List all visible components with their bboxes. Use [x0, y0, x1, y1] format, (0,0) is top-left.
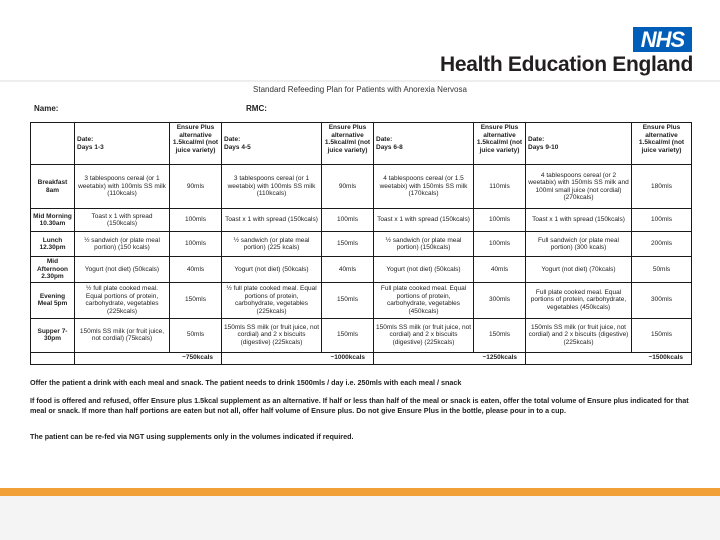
- total-cell: ~750kcals: [75, 352, 222, 364]
- meal-cell: 3 tablespoons cereal (or 1 weetabix) with 100mls SS milk (110kcals): [75, 165, 170, 209]
- ngt-guidance-note: The patient can be re-fed via NGT using supplements only in the volumes indicated if required.: [30, 432, 354, 441]
- meal-cell: 150mls SS milk (or fruit juice, not cordial) and 2 x biscuits (digestive) (225kcals): [526, 318, 632, 352]
- alt-cell: 100mls: [170, 209, 222, 232]
- meal-cell: Full sandwich (or plate meal portion) (300 kcals): [526, 232, 632, 257]
- header-divider: [0, 80, 720, 82]
- day-header-4: [526, 123, 632, 165]
- alt-cell: 40mls: [170, 257, 222, 283]
- table-row: [31, 257, 692, 283]
- row-label: Mid Morning 10.30am: [31, 209, 75, 232]
- org-name: Health Education England: [440, 53, 693, 76]
- meal-cell: ½ full plate cooked meal. Equal portions of protein, carbohydrate, vegetables (225kcals): [75, 282, 170, 318]
- alt-cell: 100mls: [632, 209, 692, 232]
- total-cell: ~1000kcals: [222, 352, 374, 364]
- alt-cell: 100mls: [474, 232, 526, 257]
- alt-cell: 50mls: [170, 318, 222, 352]
- day-header-days: Days 6-8: [376, 143, 403, 151]
- table-row: [31, 165, 692, 209]
- table-header-row: [31, 123, 692, 165]
- meal-cell: Toast x 1 with spread (150kcals): [75, 209, 170, 232]
- rmc-label: RMC:: [246, 104, 267, 113]
- row-label: Mid Afternoon 2.30pm: [31, 257, 75, 283]
- meal-cell: 150mls SS milk (or fruit juice, not cordial) (75kcals): [75, 318, 170, 352]
- meal-cell: 150mls SS milk (or fruit juice, not cordial) and 2 x biscuits (digestive) (225kcals): [222, 318, 322, 352]
- table-row: [31, 232, 692, 257]
- meal-cell: Full plate cooked meal. Equal portions of protein, carbohydrate, vegetables (450kcals): [374, 282, 474, 318]
- alt-header-1: Ensure Plus alternative 1.5kcal/ml (not juice variety): [170, 123, 222, 165]
- table-row: [31, 318, 692, 352]
- day-header-days: Days 1-3: [77, 143, 104, 151]
- alt-cell: 40mls: [322, 257, 374, 283]
- document-title: Standard Refeeding Plan for Patients with Anorexia Nervosa: [253, 85, 467, 94]
- corner-cell: [31, 123, 75, 165]
- alt-cell: 50mls: [632, 257, 692, 283]
- meal-cell: Toast x 1 with spread (150kcals): [526, 209, 632, 232]
- meal-cell: Toast x 1 with spread (150kcals): [222, 209, 322, 232]
- drink-guidance-note: Offer the patient a drink with each meal and snack. The patient needs to drink 1500mls / day i.e. 250mls with each meal / snack: [30, 378, 462, 387]
- meal-cell: ½ sandwich (or plate meal portion) (150kcals): [374, 232, 474, 257]
- alt-cell: 100mls: [474, 209, 526, 232]
- footer-band: [0, 496, 720, 540]
- day-header-3: [374, 123, 474, 165]
- meal-cell: Yogurt (not diet) (50kcals): [222, 257, 322, 283]
- meal-cell: 4 tablespoons cereal (or 2 weetabix) with 150mls SS milk and 100ml small juice (not cordial) (270kcals): [526, 165, 632, 209]
- table-row: [31, 282, 692, 318]
- alt-cell: 100mls: [322, 209, 374, 232]
- meal-cell: 4 tablespoons cereal (or 1.5 weetabix) with 150mls SS milk (170kcals): [374, 165, 474, 209]
- meal-cell: Full plate cooked meal. Equal portions of protein, carbohydrate, vegetables (450kcals): [526, 282, 632, 318]
- alt-header-3: Ensure Plus alternative 1.5kcal/ml (not juice variety): [474, 123, 526, 165]
- day-header-2: [222, 123, 322, 165]
- alt-cell: 300mls: [632, 282, 692, 318]
- row-label: Evening Meal 5pm: [31, 282, 75, 318]
- alt-cell: 40mls: [474, 257, 526, 283]
- name-label: Name:: [34, 104, 59, 113]
- alt-cell: 300mls: [474, 282, 526, 318]
- totals-row: [31, 352, 692, 364]
- day-header-1: [75, 123, 170, 165]
- meal-cell: 150mls SS milk (or fruit juice, not cordial) and 2 x biscuits (digestive) (225kcals): [374, 318, 474, 352]
- day-header-days: Days 9-10: [528, 143, 559, 151]
- meal-cell: Yogurt (not diet) (50kcals): [374, 257, 474, 283]
- row-label: Breakfast 8am: [31, 165, 75, 209]
- meal-cell: ½ full plate cooked meal. Equal portions of protein, carbohydrate, vegetables (225kcals): [222, 282, 322, 318]
- total-cell: ~1250kcals: [374, 352, 526, 364]
- alt-cell: 150mls: [322, 232, 374, 257]
- meal-cell: Yogurt (not diet) (50kcals): [75, 257, 170, 283]
- alt-cell: 90mls: [322, 165, 374, 209]
- row-label: Supper 7-30pm: [31, 318, 75, 352]
- day-header-title: Date:: [376, 136, 393, 143]
- alt-cell: 150mls: [474, 318, 526, 352]
- alt-cell: 150mls: [322, 318, 374, 352]
- meal-cell: 3 tablespoons cereal (or 1 weetabix) with 100mls SS milk (110kcals): [222, 165, 322, 209]
- day-header-title: Date:: [224, 136, 241, 143]
- alt-cell: 90mls: [170, 165, 222, 209]
- meal-cell: Yogurt (not diet) (70kcals): [526, 257, 632, 283]
- alt-header-2: Ensure Plus alternative 1.5kcal/ml (not juice variety): [322, 123, 374, 165]
- supplement-guidance-note: If food is offered and refused, offer Ensure plus 1.5kcal supplement as an alternative. If half or less than half of the meal or snack is eaten, offer the total volume of Ensure plus indicated for that meal or snack. If more than half portions are eaten but not all, offer half volume of Ensure plus. Do not give Ensure Plus in the bottle, please pour in to a cup.: [30, 396, 689, 415]
- day-header-title: Date:: [528, 136, 545, 143]
- total-cell: ~1500kcals: [526, 352, 692, 364]
- alt-cell: 110mls: [474, 165, 526, 209]
- day-header-title: Date:: [77, 136, 94, 143]
- meal-cell: ½ sandwich (or plate meal portion) (225 kcals): [222, 232, 322, 257]
- meal-cell: Toast x 1 with spread (150kcals): [374, 209, 474, 232]
- alt-cell: 200mls: [632, 232, 692, 257]
- totals-label-cell: [31, 352, 75, 364]
- alt-header-4: Ensure Plus alternative 1.5kcal/ml (not juice variety): [632, 123, 692, 165]
- nhs-logo: NHS: [633, 27, 692, 52]
- day-header-days: Days 4-5: [224, 143, 251, 151]
- row-label: Lunch 12.30pm: [31, 232, 75, 257]
- alt-cell: 150mls: [170, 282, 222, 318]
- alt-cell: 100mls: [170, 232, 222, 257]
- alt-cell: 150mls: [322, 282, 374, 318]
- refeeding-plan-table: [30, 122, 692, 365]
- alt-cell: 150mls: [632, 318, 692, 352]
- table-row: [31, 209, 692, 232]
- meal-cell: ½ sandwich (or plate meal portion) (150 kcals): [75, 232, 170, 257]
- alt-cell: 180mls: [632, 165, 692, 209]
